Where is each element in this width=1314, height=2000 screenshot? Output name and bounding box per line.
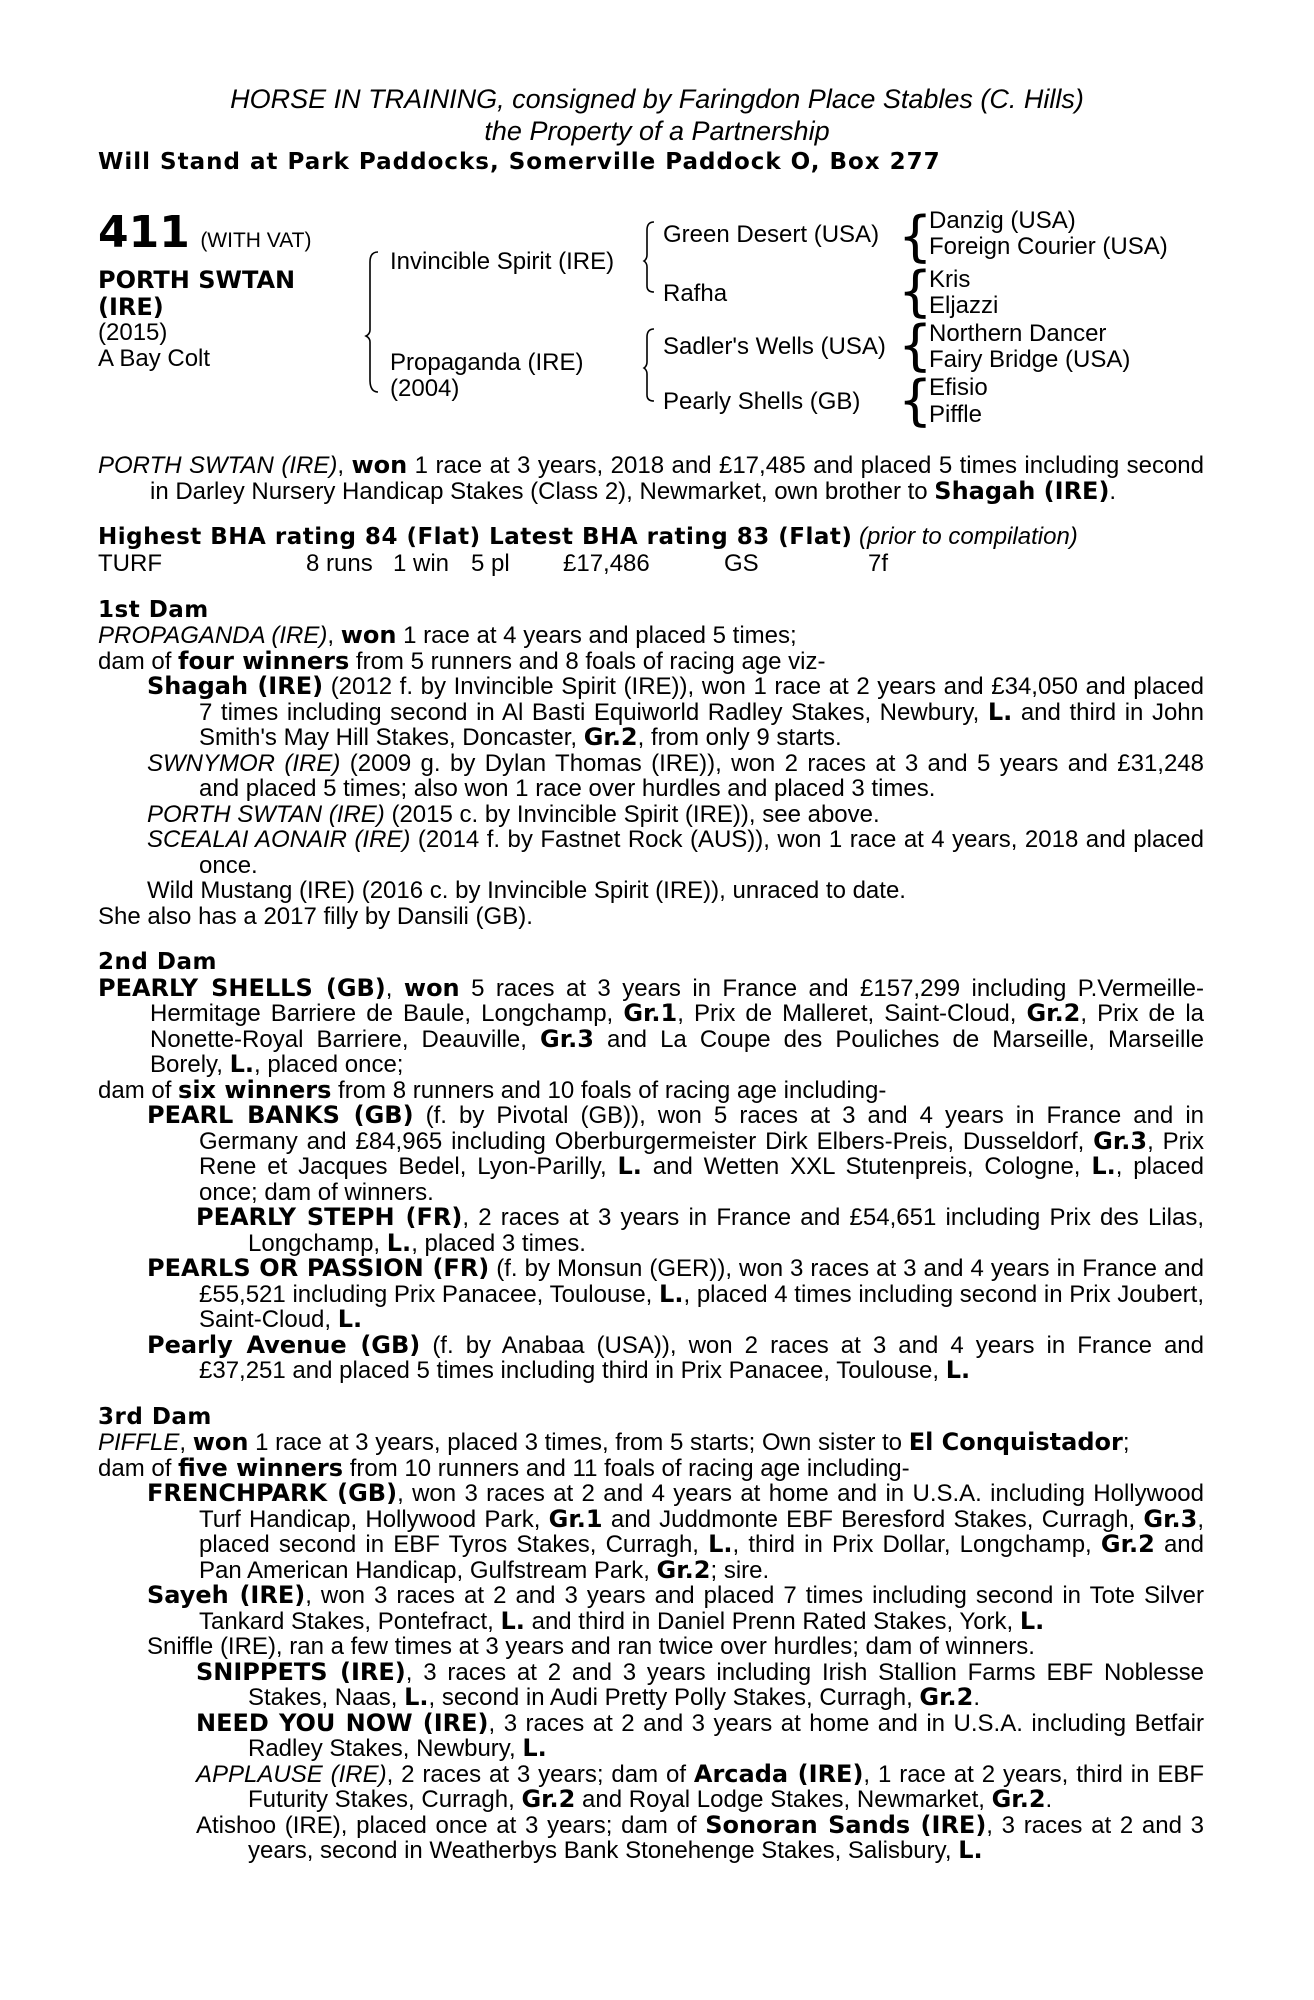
produce-name: FRENCHPARK (GB) — [147, 1479, 398, 1507]
produce-text: , 2 races at 3 years in France and £54,651 including Prix des Lilas, Longchamp, — [248, 1204, 1204, 1257]
produce-name: PEARL BANKS (GB) — [147, 1101, 414, 1129]
dam1-sep: , — [327, 622, 341, 649]
produce-grade: Gr.3 — [1143, 1504, 1198, 1533]
summary-paragraph: PORTH SWTAN (IRE), won 1 race at 3 years, 2018 and £17,485 and placed 5 times including second in Darley Nursery Handicap Stakes (Class 2), Newmarket, own brother to Shagah (IRE). — [98, 451, 1205, 505]
lot-number: 411 — [98, 207, 190, 258]
dam2-grade: Gr.1 — [623, 999, 678, 1027]
dam3-won: won — [192, 1428, 249, 1456]
dam1-produce-wild-mustang — [98, 878, 1204, 904]
produce-text: . — [1045, 1786, 1053, 1813]
produce-text: (f. by Anabaa (USA)), won 2 races at 3 and 4 years in France and £37,251 and placed 5 times including third in Prix Panacee, Toulouse, — [199, 1331, 1205, 1384]
pedigree-brackets — [0, 0, 1314, 440]
produce-text: (f. by Pivotal (GB)), won 5 races at 3 and 4 years in France and in Germany and £84,965 including Oberburgermeister Dirk Elbers-Preis, Dusseldorf, — [199, 1102, 1204, 1155]
pedigree-dd-sire: Efisio — [929, 374, 988, 401]
produce-grade: L. — [617, 1152, 642, 1180]
dam2-text: , placed once; — [254, 1051, 404, 1078]
produce-name: PORTH SWTAN (IRE) — [147, 800, 385, 828]
produce-text: , 2 races at 3 years; dam of — [386, 1760, 694, 1788]
dam3-grandproduce-applause — [98, 1759, 1205, 1813]
summary-text: 1 race at 3 years, 2018 and £17,485 and placed 5 times including second in Darley Nursery Handicap Stakes (Class 2), Newmarket, own brother to — [150, 452, 1205, 505]
pedigree-ds-dam: Fairy Bridge (USA) — [929, 346, 1131, 373]
header-property: the Property of a Partnership — [484, 116, 830, 146]
dam3-sep: , — [179, 1429, 193, 1456]
produce-name: Arcada (IRE) — [693, 1759, 864, 1788]
produce-grade: L. — [386, 1228, 412, 1257]
produce-name: SWNYMOR (IRE) — [147, 749, 341, 777]
dam3-grandproduce-snippets — [98, 1657, 1204, 1711]
turf-surface: TURF — [98, 549, 162, 577]
dam1-won: won — [340, 621, 397, 649]
dam2-produce-pearly-avenue — [98, 1330, 1205, 1384]
turf-wins: 1 win — [393, 549, 450, 577]
produce-name: PEARLS OR PASSION (FR) — [147, 1254, 490, 1282]
produce-grade: L. — [1019, 1606, 1045, 1635]
bracket-dam-line — [644, 329, 654, 401]
dam1-produce-scealai — [98, 827, 1204, 878]
pedigree-ss-dam: Foreign Courier (USA) — [929, 233, 1168, 260]
produce-grade: L. — [1091, 1152, 1116, 1180]
dam3-text: 1 race at 3 years, placed 3 times, from 5 starts; Own sister to — [248, 1429, 909, 1456]
dam2-grade: L. — [229, 1050, 255, 1078]
summary-end: . — [1109, 477, 1117, 505]
produce-grade: Gr.2 — [919, 1683, 974, 1711]
produce-text: (2014 f. by Fastnet Rock (AUS)), won 1 race at 4 years, 2018 and placed once. — [199, 826, 1204, 879]
produce-text: , 3 races at 2 and 3 years including Irish Stallion Farms EBF Noblesse Stakes, Naas, — [248, 1658, 1204, 1711]
produce-grade: L. — [659, 1279, 684, 1308]
bracket-sire-line — [644, 222, 654, 292]
produce-grade: L. — [337, 1305, 363, 1333]
dam3-winners: five winners — [178, 1453, 344, 1482]
dam1-produce-porth-swtan — [98, 802, 1204, 828]
produce-grade: L. — [945, 1356, 971, 1384]
produce-text: , won 3 races at 2 and 4 years at home and in U.S.A. including Hollywood Turf Handicap, Hollywood Park, — [199, 1480, 1204, 1533]
dam2-record — [98, 973, 1205, 1078]
summary-won: won — [351, 451, 408, 479]
produce-text: and Pan American Handicap, Gulfstream Park, — [199, 1531, 1204, 1584]
turf-going: GS — [724, 549, 759, 577]
dam1-heading-text: 1st Dam — [98, 596, 209, 623]
pedigree-dam-sire: Sadler's Wells (USA) — [663, 333, 886, 360]
produce-name: NEED YOU NOW (IRE) — [196, 1708, 489, 1737]
dam2-grandproduce-pearly-steph — [98, 1205, 1204, 1256]
produce-text: , Prix Rene et Jacques Bedel, Lyon-Parilly, — [199, 1127, 1204, 1180]
dam2-heading-text: 2nd Dam — [98, 949, 217, 975]
produce-text: , won 3 races at 2 and 3 years and placed 7 times including second in Tote Silver Tankard Stakes, Pontefract, — [199, 1582, 1204, 1635]
dam1-post: from 5 runners and 8 foals of racing age viz- — [349, 647, 826, 675]
dam1-produce-summary — [98, 646, 1204, 675]
horse-name: PORTH SWTAN — [98, 266, 296, 294]
brace-3: { — [898, 314, 933, 377]
rating-line — [98, 524, 1204, 551]
dam1-name: PROPAGANDA (IRE) — [98, 622, 328, 649]
produce-grade: Gr.2 — [991, 1785, 1046, 1813]
produce-grade: L. — [987, 697, 1013, 726]
dam2-winners: six winners — [178, 1075, 332, 1104]
produce-text: Wild Mustang (IRE) (2016 c. by Invincible Spirit (IRE)), unraced to date. — [147, 877, 906, 904]
dam1-produce-shagah — [98, 674, 1204, 751]
dam2-text: , Prix de la Nonette-Royal Barriere, Deauville, — [150, 1000, 1205, 1053]
dam3-heading — [98, 1404, 1204, 1431]
produce-name: Sonoran Sands (IRE) — [705, 1810, 987, 1839]
produce-text: , 3 races at 2 and 3 years, second in Weatherbys Bank Stonehenge Stakes, Salisbury, — [248, 1811, 1204, 1864]
produce-name: SCEALAI AONAIR (IRE) — [147, 826, 411, 853]
dam3-produce-sayeh — [98, 1583, 1204, 1634]
horse-name-country: (IRE) — [98, 293, 164, 321]
header-consignor: HORSE IN TRAINING, consigned by Faringdon Place Stables (C. Hills) — [230, 84, 1084, 114]
pedigree-dam-dam: Pearly Shells (GB) — [663, 388, 861, 415]
dam2-text: , Prix de Malleret, Saint-Cloud, — [677, 1000, 1027, 1027]
turf-distance: 7f — [868, 549, 889, 577]
produce-text: , placed once; dam of winners. — [199, 1153, 1204, 1206]
produce-name: Sayeh (IRE) — [147, 1581, 306, 1609]
produce-grade: L. — [708, 1530, 733, 1558]
produce-text: (f. by Monsun (GER)), won 3 races at 3 and 4 years in France and £55,521 including Prix Panacee, Toulouse, — [199, 1255, 1204, 1308]
dam2-heading — [98, 949, 1204, 976]
pedigree-ss-sire: Danzig (USA) — [929, 207, 1076, 234]
dam3-grandproduce-need-you-now — [98, 1708, 1205, 1762]
dam3-pre: dam of — [98, 1454, 179, 1482]
dam3-post: from 10 runners and 11 foals of racing age including- — [343, 1454, 910, 1482]
dam2-text: 5 races at 3 years in France and £157,299 including P.Vermeille-Hermitage Barriere de Baule, Longchamp, — [150, 974, 1205, 1027]
produce-text: , placed second in EBF Tyros Stakes, Curragh, — [199, 1505, 1204, 1558]
produce-text: and Wetten XXL Stutenpreis, Cologne, — [641, 1153, 1092, 1180]
dam1-produce-swnymor — [98, 751, 1204, 802]
dam3-produce-summary — [98, 1453, 1204, 1482]
produce-text: , placed 3 times. — [411, 1229, 586, 1257]
dam2-grade: Gr.2 — [1026, 999, 1081, 1027]
dam3-name: PIFFLE — [98, 1429, 180, 1456]
produce-name: Pearly Avenue (GB) — [147, 1330, 421, 1359]
produce-text: ; sire. — [710, 1556, 770, 1584]
produce-text: , from only 9 starts. — [637, 724, 842, 751]
produce-text: (2015 c. by Invincible Spirit (IRE)), see above. — [384, 800, 880, 828]
produce-name: SNIPPETS (IRE) — [196, 1657, 406, 1686]
produce-grade: L. — [958, 1836, 983, 1864]
pedigree-sd-sire: Kris — [929, 266, 971, 293]
dam3-grandproduce-atishoo — [98, 1810, 1204, 1864]
turf-runs: 8 runs — [306, 549, 373, 577]
produce-name: Shagah (IRE) — [147, 672, 324, 700]
turf-placed: 5 pl — [471, 549, 510, 577]
dam2-grade: Gr.3 — [540, 1024, 594, 1053]
dam2-post: from 8 runners and 10 foals of racing age including- — [331, 1076, 887, 1104]
pedigree-dd-dam: Piffle — [929, 401, 982, 428]
produce-grade: L. — [404, 1683, 429, 1711]
bracket-generation-1 — [366, 252, 378, 392]
pedigree-ds-sire: Northern Dancer — [929, 320, 1107, 347]
produce-name: PEARLY STEPH (FR) — [196, 1203, 463, 1231]
turf-record — [98, 551, 1204, 577]
produce-text: Atishoo (IRE), placed once at 3 years; dam of — [196, 1811, 706, 1839]
brace-4: { — [898, 369, 933, 432]
produce-text: and third in Daniel Prenn Rated Stakes, York, — [524, 1607, 1020, 1635]
horse-description: A Bay Colt — [98, 345, 211, 372]
vat-note: (WITH VAT) — [200, 229, 312, 252]
rating-note: (prior to compilation) — [852, 523, 1078, 550]
produce-grade: Gr.2 — [656, 1555, 711, 1584]
pedigree-sd-dam: Eljazzi — [929, 292, 999, 319]
produce-text: She also has a 2017 filly by Dansili (GB). — [98, 902, 533, 930]
produce-text: Sniffle (IRE), ran a few times at 3 years and ran twice over hurdles; dam of winners. — [147, 1633, 1035, 1660]
produce-name: APPLAUSE (IRE) — [196, 1760, 387, 1788]
produce-text: , second in Audi Pretty Polly Stakes, Curragh, — [428, 1684, 920, 1711]
produce-text: (2009 g. by Dylan Thomas (IRE)), won 2 races at 3 and 5 years and £31,248 and placed 5 times; also won 1 race over hurdles and placed 3 times. — [199, 749, 1205, 802]
dam2-produce-summary — [98, 1075, 1204, 1104]
dam1-winners: four winners — [178, 646, 350, 675]
produce-text: and third in John Smith's May Hill Stakes, Doncaster, — [199, 698, 1204, 751]
produce-grade: Gr.2 — [521, 1785, 576, 1813]
pedigree-dam: Propaganda (IRE) — [390, 349, 584, 376]
produce-text: , 1 race at 2 years, third in EBF Futurity Stakes, Curragh, — [248, 1760, 1205, 1813]
produce-grade: Gr.1 — [548, 1504, 603, 1533]
dam2-produce-pearl-banks — [98, 1103, 1204, 1205]
dam3-produce-frenchpark — [98, 1481, 1204, 1583]
summary-sibling: Shagah (IRE) — [934, 476, 1110, 505]
dam2-text: and La Coupe des Pouliches de Marseille, Marseille Borely, — [150, 1025, 1205, 1078]
produce-grade: L. — [500, 1606, 525, 1635]
produce-text: and Juddmonte EBF Beresford Stakes, Curragh, — [602, 1505, 1144, 1533]
pedigree-sire-dam: Rafha — [663, 280, 728, 307]
produce-text: , placed 4 times including second in Prix Joubert, Saint-Cloud, — [199, 1280, 1204, 1333]
dam3-sibling: El Conquistador — [908, 1428, 1123, 1456]
dam3-record — [98, 1430, 1204, 1456]
catalogue-body — [98, 453, 1204, 1864]
pedigree-sire-sire: Green Desert (USA) — [663, 221, 880, 248]
dam2-name: PEARLY SHELLS (GB) — [98, 973, 386, 1002]
dam1-also — [98, 904, 1204, 930]
produce-text: . — [973, 1684, 981, 1711]
dam3-text: ; — [1122, 1429, 1130, 1456]
header-stand: Will Stand at Park Paddocks, Somerville Paddock O, Box 277 — [98, 149, 941, 175]
dam3-produce-sniffle — [98, 1634, 1204, 1660]
produce-grade: Gr.2 — [583, 723, 638, 751]
produce-text: (2012 f. by Invincible Spirit (IRE)), won 1 race at 2 years and £34,050 and placed 7 times including second in Al Basti Equiworld Radley Stakes, Newbury, — [199, 673, 1204, 726]
turf-earnings: £17,486 — [563, 549, 650, 577]
dam2-pre: dam of — [98, 1076, 179, 1104]
pedigree-dam-year: (2004) — [390, 375, 460, 402]
summary-horse: PORTH SWTAN (IRE) — [98, 452, 338, 479]
dam3-heading-text: 3rd Dam — [98, 1403, 212, 1430]
produce-text: , third in Prix Dollar, Longchamp, — [732, 1531, 1101, 1558]
dam1-heading — [98, 597, 1204, 624]
brace-2: { — [898, 260, 933, 323]
produce-grade: Gr.2 — [1100, 1530, 1155, 1558]
dam2-sep: , — [385, 974, 404, 1002]
dam1-text: 1 race at 4 years and placed 5 times; — [396, 622, 797, 649]
dam2-won: won — [403, 973, 460, 1002]
produce-grade: L. — [522, 1734, 547, 1762]
brace-1: { — [898, 205, 933, 268]
dam1-record — [98, 623, 1204, 649]
dam2-produce-pearls-or-passion — [98, 1256, 1204, 1333]
produce-text: , 3 races at 2 and 3 years at home and in U.S.A. including Betfair Radley Stakes, Newbury, — [248, 1709, 1205, 1762]
rating-bold: Highest BHA rating 84 (Flat) Latest BHA rating 83 (Flat) — [98, 524, 853, 550]
produce-grade: Gr.3 — [1093, 1126, 1148, 1155]
produce-text: and Royal Lodge Stakes, Newmarket, — [575, 1786, 992, 1813]
dam1-pre: dam of — [98, 647, 179, 675]
horse-year: (2015) — [98, 319, 168, 346]
pedigree-sire: Invincible Spirit (IRE) — [390, 248, 615, 275]
